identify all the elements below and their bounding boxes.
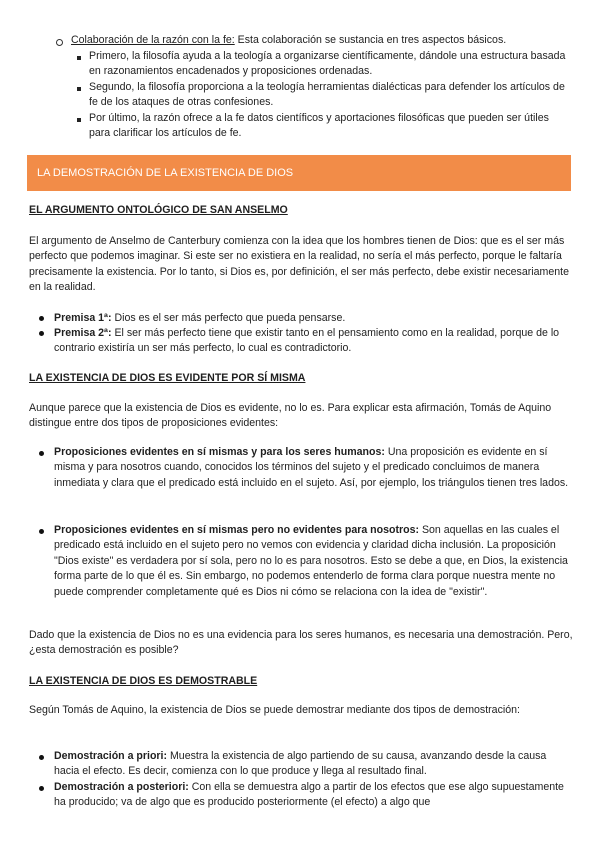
banner-title: LA DEMOSTRACIÓN DE LA EXISTENCIA DE DIOS xyxy=(37,167,294,179)
list-subitem: Segundo, la filosofía proporciona a la teología herramientas dialécticas para defender los artículos de fe de los ataques de otras confesiones. xyxy=(89,81,565,109)
list-item-label: Colaboración de la razón con la fe: xyxy=(71,34,235,46)
bullet-icon xyxy=(39,316,44,321)
bullet-icon xyxy=(39,786,44,791)
paragraph: Según Tomás de Aquino, la existencia de Dios se puede demostrar mediante dos tipos de demostración: xyxy=(29,704,520,716)
paragraph: Dado que la existencia de Dios no es una evidencia para los seres humanos, es necesaria una demostración. Pero, ¿esta demostración es posible? xyxy=(29,629,573,657)
list-item: Proposiciones evidentes en sí mismas y para los seres humanos: Una proposición es evidente en sí misma y para nosotros cuando, conocidos los términos del sujeto y el predicado concluimos de manera inmediata y clara que el predicado está incluido en el sujeto. Así, por ejemplo, los triángulos tienen tres lados. xyxy=(54,446,569,489)
list-item: Premisa 1ª: Dios es el ser más perfecto que pueda pensarse. xyxy=(54,312,346,324)
list-item xyxy=(71,33,571,48)
bullet-icon xyxy=(39,755,44,760)
list-subitem: Primero, la filosofía ayuda a la teología a organizarse científicamente, dándole una estructura basada en razonamientos encadenados y proposiciones ordenadas. xyxy=(89,50,566,78)
list-subitem: Por último, la razón ofrece a la fe datos científicos y aportaciones filosóficas que pueden ser útiles para clarificar los artículos de fe. xyxy=(89,112,549,140)
square-bullet-icon xyxy=(77,56,81,60)
section-heading: EL ARGUMENTO ONTOLÓGICO DE SAN ANSELMO xyxy=(29,204,288,216)
list-item-text: Esta colaboración se sustancia en tres aspectos básicos. xyxy=(234,34,507,46)
paragraph: El argumento de Anselmo de Canterbury comienza con la idea que los hombres tienen de Dios: que es el ser más perfecto que podemos imaginar. Si este ser no existiera en la realidad, no sería el más perfecto, porque le faltaría precisamente la existencia. Por lo tanto, si Dios es, por definición, el ser más perfecto, debe existir necesariamente en la realidad. xyxy=(29,235,569,294)
circle-bullet-icon xyxy=(56,39,63,46)
list-item: Premisa 2ª: El ser más perfecto tiene que existir tanto en el pensamiento como en la realidad, porque de lo contrario existiría un ser más perfecto, lo cual es contradictorio. xyxy=(54,327,560,355)
section-heading: LA EXISTENCIA DE DIOS ES DEMOSTRABLE xyxy=(29,675,258,687)
list-item: Demostración a priori: Muestra la existencia de algo partiendo de su causa, avanzando desde la causa hacia el efecto. Es decir, comienza con lo que produce y llega al resultado final. xyxy=(54,750,547,778)
square-bullet-icon xyxy=(77,87,81,91)
square-bullet-icon xyxy=(77,118,81,122)
section-banner xyxy=(27,155,571,191)
list-item: Proposiciones evidentes en sí mismas pero no evidentes para nosotros: Son aquellas en las cuales el predicado está incluido en el sujeto pero no vemos con evidencia y claridad dicha inclusión. La proposición "Dios existe" es verdadera por sí sola, pero no lo es para nosotros. Esto se debe a que, en Dios, la existencia forma parte de lo que él es. Sin embargo, no podemos entenderlo de forma clara porque nuestra mente no puede comprender completamente qué es Dios ni cómo se relaciona con la idea de "existir". xyxy=(54,524,568,598)
list-item: Demostración a posteriori: Con ella se demuestra algo a partir de los efectos que ese algo supuestamente ha producido; va de algo que es producido posteriormente (el efecto) a algo que xyxy=(54,781,564,809)
paragraph: Aunque parece que la existencia de Dios es evidente, no lo es. Para explicar esta afirmación, Tomás de Aquino distingue entre dos tipos de proposiciones evidentes: xyxy=(29,402,552,430)
bullet-icon xyxy=(39,451,44,456)
bullet-icon xyxy=(39,529,44,534)
bullet-icon xyxy=(39,331,44,336)
section-heading: LA EXISTENCIA DE DIOS ES EVIDENTE POR SÍ MISMA xyxy=(29,372,306,384)
